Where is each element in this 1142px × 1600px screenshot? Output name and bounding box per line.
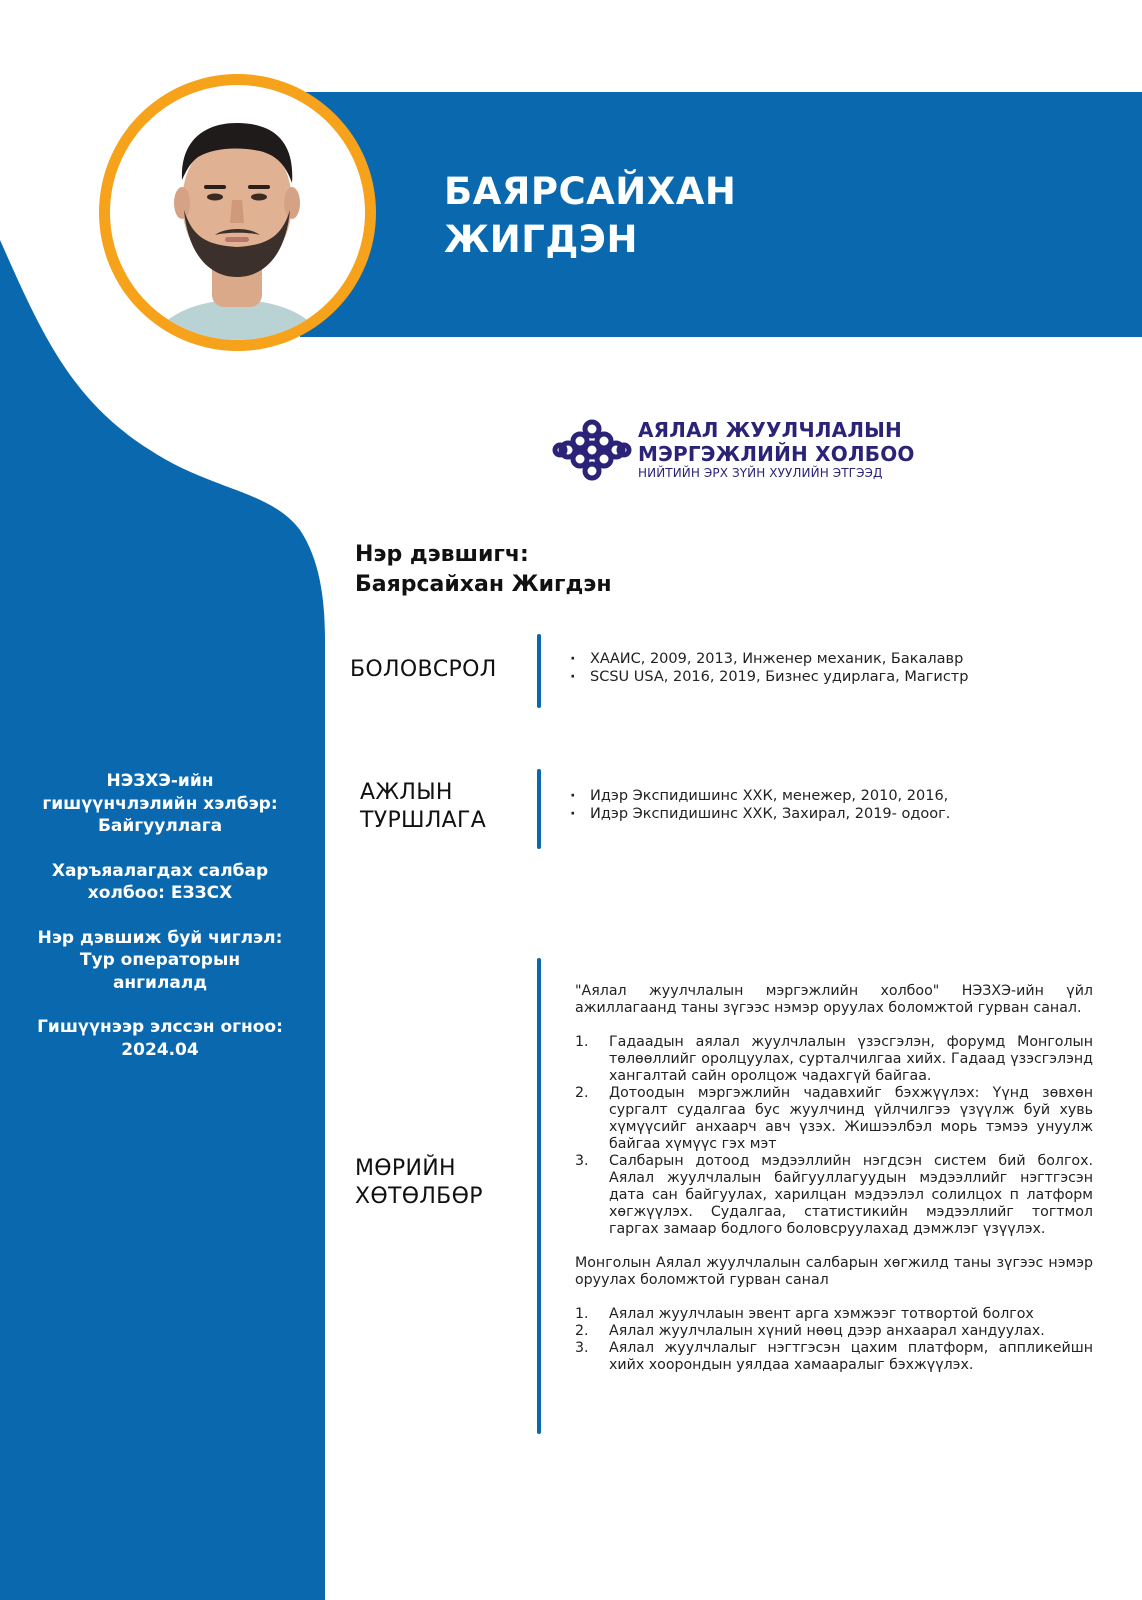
name-line-2: ЖИГДЭН bbox=[444, 218, 638, 261]
organization-logo bbox=[552, 418, 915, 481]
education-item: · ХААИС, 2009, 2013, Инженер механик, Бакалавр bbox=[568, 650, 968, 668]
list-text: Аялал жуулчлалыг нэгтгэсэн цахим платформ, аппликейшн хийх хоорондын уялдаа хамааралыг бэхжүүлэх. bbox=[609, 1340, 1093, 1373]
plan-list-item bbox=[575, 1034, 1093, 1085]
plan-list-item bbox=[575, 1306, 1093, 1323]
sidebar-info bbox=[30, 770, 290, 1083]
plan-list-1 bbox=[575, 1034, 1093, 1238]
list-number: 1. bbox=[575, 1034, 589, 1050]
plan-list-item bbox=[575, 1085, 1093, 1153]
page-title bbox=[444, 168, 736, 264]
experience-heading bbox=[360, 779, 486, 835]
plan-heading-line-1: МӨРИЙН bbox=[355, 1156, 456, 1181]
list-number: 1. bbox=[575, 1306, 589, 1322]
experience-item: · Идэр Экспидишинс ХХК, Захирал, 2019- одоог. bbox=[568, 805, 950, 823]
plan-list-item bbox=[575, 1323, 1093, 1340]
branch-association: Харъяалагдах салбар холбоо: ЕЗЗСХ bbox=[51, 860, 269, 903]
list-text: Аялал жуулчлалын хүний нөөц дээр анхаарал хандуулах. bbox=[609, 1323, 1045, 1339]
experience-heading-line-2: ТУРШЛАГА bbox=[360, 808, 487, 833]
plan-content bbox=[575, 983, 1093, 1391]
logo-line-3: НИЙТИЙН ЭРХ ЗҮЙН ХУУЛИЙН ЭТГЭЭД bbox=[638, 466, 883, 480]
person-portrait-icon bbox=[110, 85, 365, 340]
name-line-1: БАЯРСАЙХАН bbox=[444, 170, 737, 213]
candidate-label: Нэр дэвшигч: bbox=[355, 542, 529, 567]
education-divider bbox=[537, 634, 541, 708]
profile-photo bbox=[110, 85, 365, 340]
plan-intro-2: Монголын Аялал жуулчлалын салбарын хөгжилд таны зүгээс нэмэр оруулах боломжтой гурван санал bbox=[575, 1255, 1093, 1288]
list-number: 2. bbox=[575, 1085, 589, 1101]
nomination-direction: Нэр дэвшиж буй чиглэл: Тур операторын ангилалд bbox=[37, 927, 283, 993]
education-heading: БОЛОВСРОЛ bbox=[350, 657, 497, 682]
plan-heading bbox=[355, 1155, 483, 1211]
plan-list-2 bbox=[575, 1306, 1093, 1374]
candidate-name: Баярсайхан Жигдэн bbox=[355, 572, 612, 597]
joined-date: Гишүүнээр элссэн огноо: 2024.04 bbox=[37, 1017, 283, 1060]
list-text: Гадаадын аялал жуулчлалын үзэсгэлэн, форумд Монголын төлөөллийг оролцуулах, сурталчилгаа хийх. Гадаад үзэсгэлэнд хангалтай сайн оролцож чадахгүй байгаа. bbox=[609, 1034, 1093, 1084]
logo-text bbox=[638, 418, 915, 481]
plan-divider bbox=[537, 958, 541, 1434]
candidate-heading bbox=[355, 540, 612, 600]
logo-line-1: АЯЛАЛ ЖУУЛЧЛАЛЫН bbox=[638, 418, 903, 442]
plan-heading-line-2: ХӨТӨЛБӨР bbox=[355, 1184, 483, 1209]
plan-list-item bbox=[575, 1153, 1093, 1238]
list-text: Аялал жуулчлаын эвент арга хэмжээг тотвортой болгох bbox=[609, 1306, 1034, 1322]
list-number: 3. bbox=[575, 1340, 589, 1356]
experience-item: · Идэр Экспидишинс ХХК, менежер, 2010, 2016, bbox=[568, 787, 950, 805]
membership-form: НЭЗХЭ-ийн гишүүнчлэлийн хэлбэр: Байгууллага bbox=[42, 771, 278, 836]
logo-line-2: МЭРГЭЖЛИЙН ХОЛБОО bbox=[638, 442, 915, 466]
list-text: Салбарын дотоод мэдээллийн нэгдсэн систем бий болгох. Аялал жуулчлалын байгууллагуудын мэдээллийг нэгтгэсэн дата сан байгуулах, харилцан мэдээлэл солилцох п латформ хөгжүүлэх. Судалгаа, статистикийн мэдээллийг тогтмол гаргах замаар бодлого боловсруулахад дэмжлэг үзүүлэх. bbox=[609, 1153, 1093, 1237]
list-number: 3. bbox=[575, 1153, 589, 1169]
profile-photo-frame bbox=[99, 74, 376, 351]
list-number: 2. bbox=[575, 1323, 589, 1339]
experience-list bbox=[568, 787, 950, 823]
experience-divider bbox=[537, 769, 541, 849]
plan-list-item bbox=[575, 1340, 1093, 1374]
education-list bbox=[568, 650, 968, 686]
endless-knot-icon bbox=[552, 419, 632, 481]
experience-heading-line-1: АЖЛЫН bbox=[360, 780, 453, 805]
plan-intro-1: "Аялал жуулчлалын мэргэжлийн холбоо" НЭЗХЭ-ийн үйл ажиллагаанд таны зүгээс нэмэр оруулах боломжтой гурван санал. bbox=[575, 983, 1093, 1016]
list-text: Дотоодын мэргэжлийн чадавхийг бэхжүүлэх: Үүнд зөвхөн сургалт судалгаа бус жуулчинд үйлчилгээ үзүүлж буй хувь хүмүүсийг анхаарч авч үзэх. Жишээлбэл морь тэмээ унуулж байгаа хүмүүс гэх мэт bbox=[609, 1085, 1093, 1152]
education-item: · SCSU USA, 2016, 2019, Бизнес удирлага, Магистр bbox=[568, 668, 968, 686]
